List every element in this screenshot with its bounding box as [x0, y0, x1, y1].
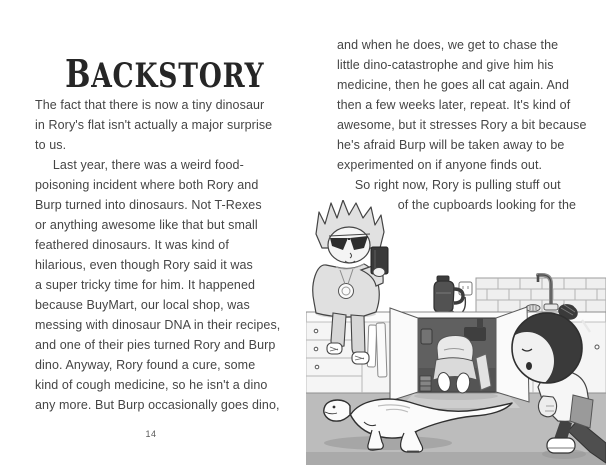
text-line: or anything awesome like that but small: [35, 218, 258, 232]
right-page-body: [337, 35, 587, 215]
text-line: dino. Anyway, Rory found a cure, some: [35, 358, 256, 372]
chapter-title: [30, 51, 300, 97]
brick-backsplash: [476, 278, 606, 312]
text-line: any more. But Burp occasionally goes dino,: [35, 398, 280, 412]
text-line: of the cupboards looking for the: [337, 198, 577, 212]
text-line: experimented on if anyone finds out.: [337, 158, 543, 172]
text-line: because BuyMart, our local shop, was: [35, 298, 250, 312]
chapter-title-text: BACKSTORY: [65, 51, 265, 97]
text-line: So right now, Rory is pulling stuff out: [337, 178, 561, 192]
kitchen-illustration: [306, 200, 606, 465]
text-line: little dino-catastrophe and give him his: [337, 58, 554, 72]
text-line: a super tricky time for him. It happened: [35, 278, 256, 292]
text-line: hilarious, even though Rory said it was: [35, 258, 253, 272]
text-line: he's afraid Burp will be taken away to be: [337, 138, 565, 152]
text-line: Burp turned into dinosaurs. Not T-Rexes: [35, 198, 262, 212]
text-line: and one of their pies turned Rory and Burp: [35, 338, 276, 352]
text-line: The fact that there is now a tiny dinosaur: [35, 98, 265, 112]
text-line: poisoning incident where both Rory and: [35, 178, 259, 192]
text-line: awesome, but it stresses Rory a bit because: [337, 118, 587, 132]
text-line: in Rory's flat isn't actually a major surprise: [35, 118, 273, 132]
text-line: kind of cough medicine, so he isn't a dino: [35, 378, 268, 392]
left-page-body: [35, 95, 280, 415]
text-line: and when he does, we get to chase the: [337, 38, 559, 52]
text-line: messing with dinosaur DNA in their recipes,: [35, 318, 281, 332]
text-line: to us.: [35, 138, 67, 152]
text-line: feathered dinosaurs. It was kind of: [35, 238, 229, 252]
text-line: medicine, then he goes all cat again. And: [337, 78, 570, 92]
page-number: 14: [145, 429, 157, 439]
text-line: then a few weeks later, repeat. It's kind of: [337, 98, 571, 112]
text-line: Last year, there was a weird food-: [35, 158, 244, 172]
